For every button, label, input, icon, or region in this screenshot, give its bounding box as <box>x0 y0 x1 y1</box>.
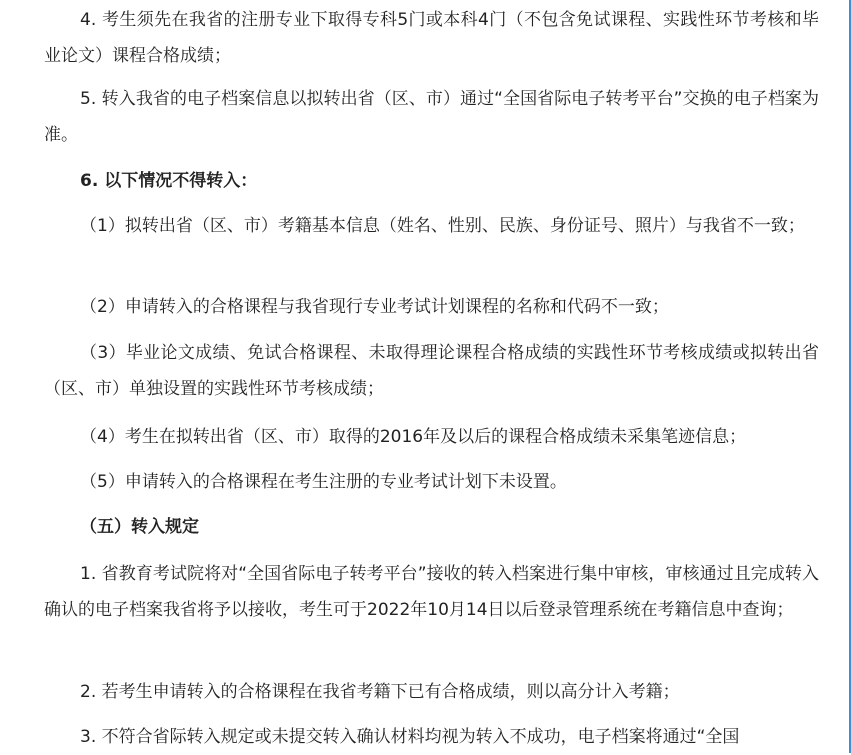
paragraph-sub-1: （1）拟转出省（区、市）考籍基本信息（姓名、性别、民族、身份证号、照片）与我省不一致； <box>80 216 805 236</box>
paragraph-item-5: 5. 转入我省的电子档案信息以拟转出省（区、市）通过“全国省际电子转考平台”交换的电子档案为准。 <box>44 89 819 145</box>
paragraph-sub-3: （3）毕业论文成绩、免试合格课程、未取得理论课程合格成绩的实践性环节考核成绩或拟转出省（区、市）单独设置的实践性环节考核成绩； <box>44 343 819 399</box>
paragraph-sub-2: （2）申请转入的合格课程与我省现行专业考试计划课程的名称和代码不一致； <box>80 297 669 317</box>
section-heading-6: 6. 以下情况不得转入： <box>80 171 258 191</box>
paragraph-rule-2: 2. 若考生申请转入的合格课程在我省考籍下已有合格成绩，则以高分计入考籍； <box>80 682 680 702</box>
paragraph-sub-4: （4）考生在拟转出省（区、市）取得的2016年及以后的课程合格成绩未采集笔迹信息； <box>80 427 747 447</box>
paragraph-item-4: 4. 考生须先在我省的注册专业下取得专科5门或本科4门（不包含免试课程、实践性环节考核和毕业论文）课程合格成绩； <box>44 10 819 66</box>
paragraph-rule-3: 3. 不符合省际转入规定或未提交转入确认材料均视为转入不成功，电子档案将通过“全国 <box>80 727 740 747</box>
section-heading-transfer-rules: （五）转入规定 <box>80 517 199 537</box>
paragraph-sub-5: （5）申请转入的合格课程在考生注册的专业考试计划下未设置。 <box>80 472 567 492</box>
paragraph-rule-1: 1. 省教育考试院将对“全国省际电子转考平台”接收的转入档案进行集中审核，审核通过且完成转入确认的电子档案我省将予以接收，考生可于2022年10月14日以后登录管理系统在考籍信息中查询； <box>44 564 819 620</box>
